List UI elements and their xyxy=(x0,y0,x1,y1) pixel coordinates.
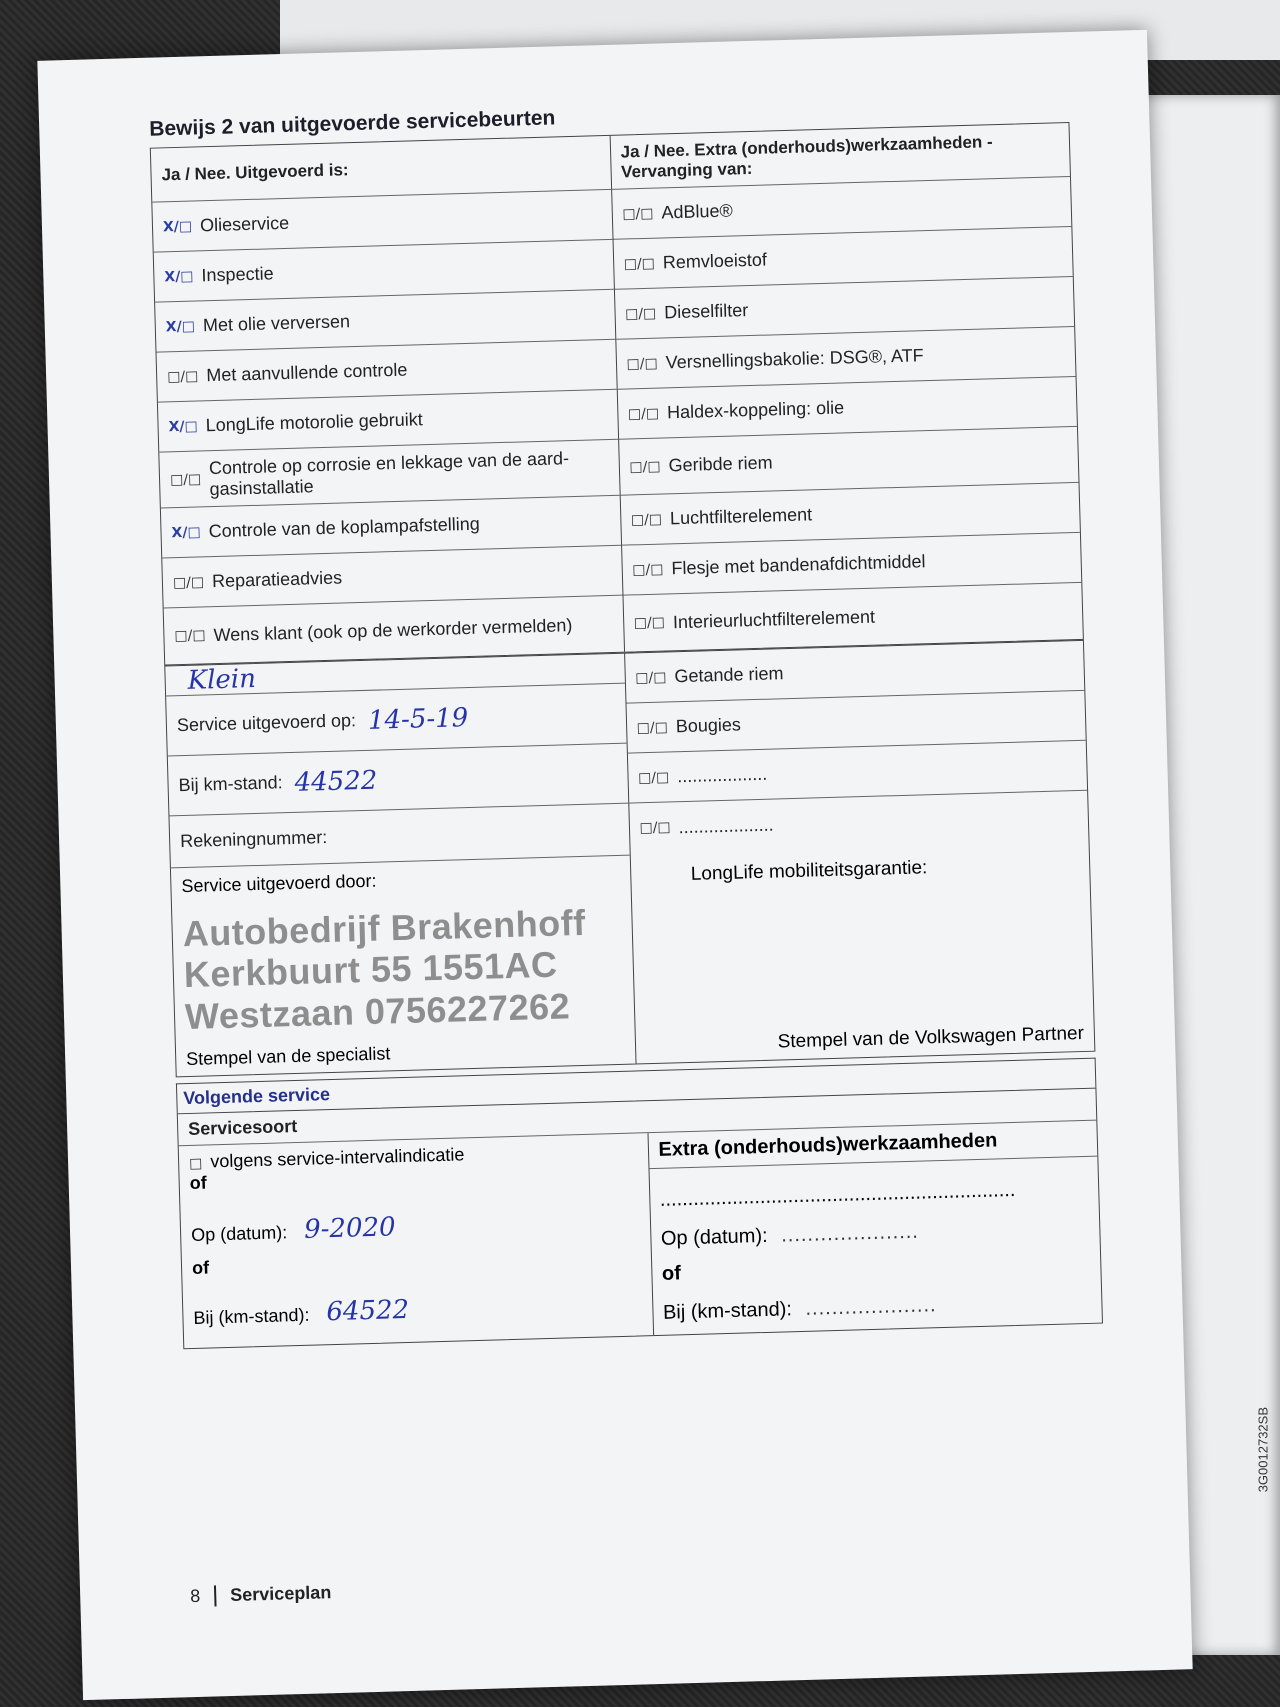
yes-no-checkbox[interactable]: X/□ xyxy=(164,268,194,285)
page-number: 8 xyxy=(190,1585,217,1607)
partner-stamp-label: Stempel van de Volkswagen Partner xyxy=(777,1023,1085,1053)
right-item-label: AdBlue® xyxy=(661,200,734,223)
next-date-label: Op (datum): xyxy=(190,1222,288,1246)
yes-no-checkbox[interactable]: X/□ xyxy=(165,318,196,335)
yes-no-checkbox[interactable]: □/□ xyxy=(637,768,670,786)
km-label: Bij km-stand: xyxy=(178,772,283,796)
yes-no-checkbox[interactable]: □/□ xyxy=(636,718,669,736)
stamp-line-1: Autobedrijf Brakenhoff xyxy=(182,901,587,955)
right-item-label: Luchtfilterelement xyxy=(669,504,813,529)
right-item-label: Remvloeistof xyxy=(662,249,768,273)
account-label: Rekeningnummer: xyxy=(179,827,328,852)
left-item-label: Olieservice xyxy=(199,212,290,236)
right-item-label: Getande riem xyxy=(674,663,784,687)
right-km-dots: .................... xyxy=(805,1294,937,1321)
yes-no-checkbox[interactable]: □/□ xyxy=(639,819,671,837)
page-footer xyxy=(190,1582,332,1607)
yes-no-checkbox[interactable]: □/□ xyxy=(169,470,202,488)
yes-no-checkbox[interactable]: □/□ xyxy=(166,367,199,385)
service-date-value: 14-5-19 xyxy=(367,702,469,736)
yes-no-checkbox[interactable]: □/□ xyxy=(629,458,661,475)
extra-work-label: Extra (onderhouds)werkzaamheden xyxy=(648,1121,1097,1170)
next-service-grid xyxy=(179,1121,1102,1349)
left-item-label: Met olie verversen xyxy=(202,311,351,336)
next-date-row xyxy=(191,1206,640,1249)
right-item-label: Haldex-koppeling: olie xyxy=(666,397,845,423)
next-service-title: Volgende service xyxy=(176,1058,1096,1114)
right-item-label: Flesje met bandenafdichtmiddel xyxy=(671,551,926,579)
left-item-label: Inspectie xyxy=(201,263,274,286)
yes-no-checkbox[interactable]: □/□ xyxy=(626,355,658,372)
lower-grid xyxy=(164,640,1095,1078)
interval-label: volgens service-intervalindicatie xyxy=(210,1144,465,1172)
stamp-line-2: Kerkbuurt 55 1551AC xyxy=(183,944,558,996)
service-details xyxy=(165,654,635,1077)
yes-no-checkbox[interactable]: □/□ xyxy=(630,511,663,528)
right-item-label: .................. xyxy=(676,763,768,787)
right-or-label: of xyxy=(661,1262,682,1286)
or-label-1: of xyxy=(189,1172,207,1194)
service-date-label: Service uitgevoerd op: xyxy=(176,710,357,736)
right-item-label: Bougies xyxy=(675,714,742,737)
yes-no-checkbox[interactable]: □/□ xyxy=(622,205,654,223)
mobility-block xyxy=(624,641,1095,1064)
right-item-label: Interieurluchtfilterelement xyxy=(672,606,876,632)
left-header: Ja / Nee. Uitgevoerd is: xyxy=(151,136,611,203)
yes-no-checkbox[interactable]: □/□ xyxy=(624,305,657,322)
right-item-label: Geribde riem xyxy=(668,452,773,476)
section-name: Serviceplan xyxy=(229,1582,332,1606)
left-item-label: Wens klant (ook op de werkorder vermelden) xyxy=(213,614,573,645)
specialist-stamp-label: Stempel van de specialist xyxy=(185,1043,391,1070)
yes-no-checkbox[interactable]: □/□ xyxy=(174,627,206,645)
yes-no-checkbox[interactable]: □/□ xyxy=(632,561,664,578)
next-km-row xyxy=(193,1289,642,1332)
right-extra-rows xyxy=(625,641,1089,854)
next-service-right xyxy=(647,1121,1102,1335)
km-value: 44522 xyxy=(294,765,378,798)
yes-no-checkbox[interactable]: X/□ xyxy=(168,417,198,435)
yes-no-checkbox[interactable]: □/□ xyxy=(623,255,656,273)
yes-no-checkbox[interactable]: □/□ xyxy=(172,573,205,591)
right-date-dots: ..................... xyxy=(780,1220,920,1247)
right-item-label: ................... xyxy=(678,814,774,837)
yes-no-checkbox[interactable]: X/□ xyxy=(162,218,193,235)
next-service-block xyxy=(177,1088,1103,1350)
service-type-label: Servicesoort xyxy=(178,1089,1097,1147)
document-code: 3G0012732SB xyxy=(1255,1407,1270,1493)
left-item-label: Reparatieadvies xyxy=(211,567,343,592)
performed-by-block xyxy=(171,856,635,1077)
service-grid xyxy=(150,122,1084,665)
wens-klant-handwriting: Klein xyxy=(187,663,257,696)
left-item-label: Met aanvullende controle xyxy=(206,359,408,386)
left-column xyxy=(151,136,624,665)
form-area xyxy=(149,92,1103,1349)
extra-work-dots: ................................................................ xyxy=(659,1179,1016,1212)
next-date-value: 9-2020 xyxy=(303,1212,397,1245)
right-column xyxy=(609,123,1083,652)
next-km-label: Bij (km-stand): xyxy=(193,1304,310,1329)
yes-no-checkbox[interactable]: □/□ xyxy=(633,614,666,632)
right-header: Ja / Nee. Extra (onderhouds)werkzaamheden - Vervanging van: xyxy=(610,123,1070,190)
right-km-label: Bij (km-stand): xyxy=(662,1298,793,1325)
stamp-line-3: Westzaan 0756227262 xyxy=(184,985,571,1037)
yes-no-checkbox[interactable]: □/□ xyxy=(627,405,660,422)
right-item-label: Versnellingsbakolie: DSG®, ATF xyxy=(665,345,924,373)
left-item-label: Controle op corrosie en lekkage van de aard-gasinstallatie xyxy=(208,447,570,499)
yes-no-checkbox[interactable]: □/□ xyxy=(635,668,667,686)
dealer-stamp xyxy=(172,893,634,1046)
left-item-label: Controle van de koplampafstelling xyxy=(208,513,481,542)
next-km-value: 64522 xyxy=(325,1295,410,1328)
interval-checkbox[interactable]: □ xyxy=(188,1155,203,1173)
form-title: Bewijs 2 van uitgevoerde servicebeurten xyxy=(148,106,556,141)
service-booklet-page xyxy=(37,30,1192,1700)
left-item-label: LongLife motorolie gebruikt xyxy=(205,409,424,436)
mobility-label: LongLife mobiliteitsgarantie: xyxy=(690,857,928,885)
performed-by-label: Service uitgevoerd door: xyxy=(181,870,377,897)
right-date-label: Op (datum): xyxy=(660,1225,768,1251)
next-service-left xyxy=(179,1133,653,1348)
yes-no-checkbox[interactable]: X/□ xyxy=(171,523,201,541)
right-item-label: Dieselfilter xyxy=(663,300,749,323)
or-label-2: of xyxy=(191,1257,210,1279)
